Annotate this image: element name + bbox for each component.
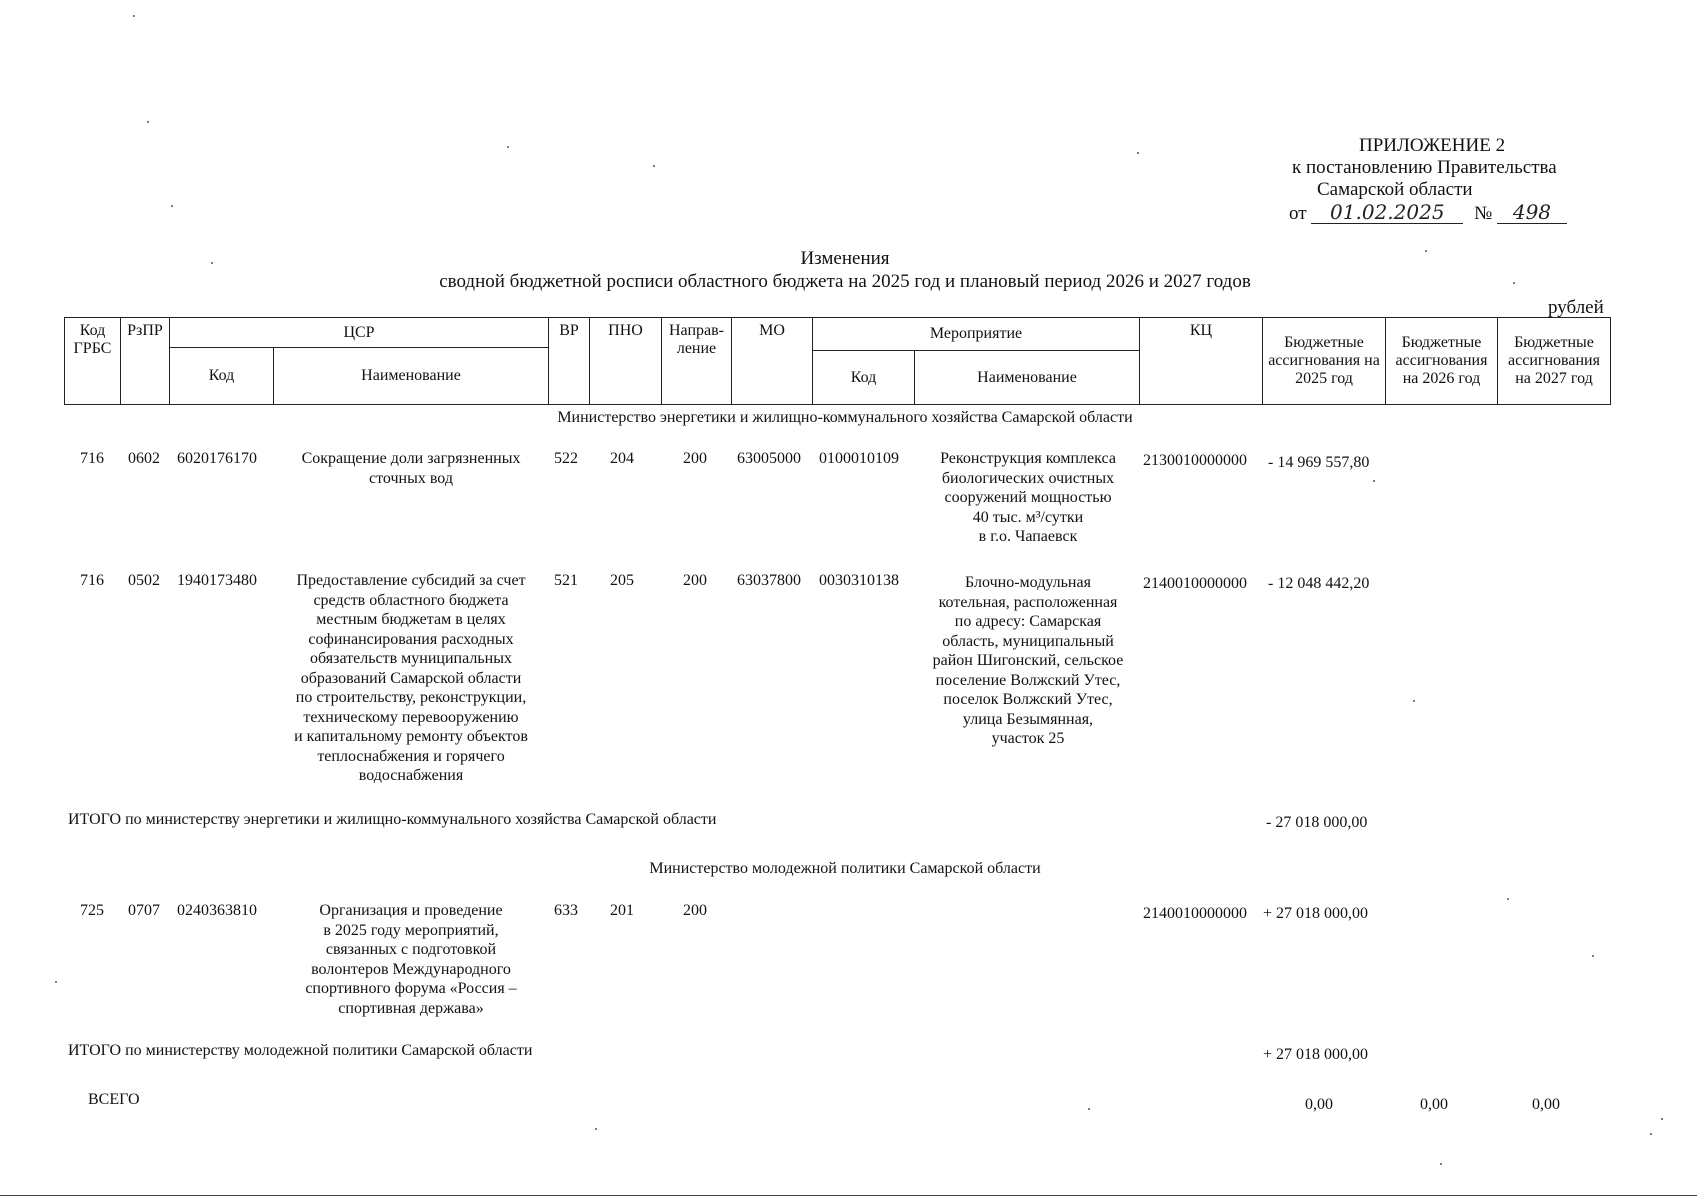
grand-total-2027: 0,00 [1532,1096,1560,1113]
cell-event-name [918,573,1138,749]
name-line: Организация и проведение [319,902,503,919]
grand-total-2025: 0,00 [1305,1096,1333,1113]
name-line: средств областного бюджета [313,591,509,609]
header-2026: Бюджетные ассигнования на 2026 год [1385,317,1498,405]
header-csr: ЦСР [169,317,549,348]
cell-pno: 205 [610,572,634,589]
header-vr: ВР [548,317,590,405]
name-line: спортивная держава» [338,999,484,1017]
name-line: техническому перевооружению [303,708,519,726]
cell-pno: 204 [610,450,634,467]
name-line: теплоснабжения и горячего [317,747,505,765]
name-line: обязательств муниципальных [310,650,512,667]
name-line: местным бюджетам в целях [316,611,506,628]
scan-speck [1650,1133,1652,1135]
cell-csr-name [278,571,544,786]
scan-speck [653,165,655,167]
section-title-energy: Министерство энергетики и жилищно-коммунального хозяйства Самарской области [557,409,1133,426]
event-line: сооружений мощностью [944,489,1112,506]
total-label-energy: ИТОГО по министерству энергетики и жилищно-коммунального хозяйства Самарской области [68,811,717,828]
name-line: Предоставление субсидий за счет [296,572,526,589]
event-line: поселение Волжский Утес, [935,671,1121,689]
document-title [200,247,1490,293]
event-line: улица Безымянная, [962,710,1094,728]
event-line: область, муниципальный [942,632,1114,650]
header-event-code: Код [812,350,915,405]
name-line: по строительству, реконструкции, [295,689,527,706]
cell-napr: 200 [683,572,707,589]
scan-speck [171,205,173,207]
cell-2025: - 14 969 557,80 [1268,454,1370,471]
scan-speck [55,981,57,983]
cell-vr: 521 [554,572,578,589]
scan-speck [1088,1108,1090,1110]
cell-grbs: 725 [80,902,104,919]
scan-speck [1661,1118,1663,1120]
cell-pno: 201 [610,902,634,919]
number-prefix: № [1474,203,1493,224]
cell-event-code: 0030310138 [819,572,899,589]
name-line: сточных вод [369,469,453,487]
header-grbs: Код ГРБС [64,317,121,405]
name-line: софинансирования расходных [308,630,514,648]
header-2025: Бюджетные ассигнования на 2025 год [1262,317,1386,405]
event-line: Блочно-модульная [965,574,1091,591]
cell-kc: 2140010000000 [1143,575,1247,592]
scan-speck [1137,152,1139,154]
scan-speck [133,15,135,17]
scan-speck [595,1128,597,1130]
title-line2: сводной бюджетной росписи областного бюджета на 2025 год и плановый период 2026 и 2027 годов [439,271,1251,292]
name-line: Сокращение доли загрязненных [301,450,521,467]
cell-csr-code: 1940173480 [177,572,257,589]
cell-napr: 200 [683,902,707,919]
appendix-block [1265,135,1585,225]
cell-grbs: 716 [80,572,104,589]
cell-csr-code: 6020176170 [177,450,257,467]
header-csr-name: Наименование [273,347,549,405]
cell-napr: 200 [683,450,707,467]
event-line: 40 тыс. м³/сутки [972,508,1084,526]
scan-speck [1440,1163,1442,1165]
cell-kc: 2130010000000 [1143,452,1247,469]
cell-csr-name [278,901,544,1018]
header-event-name: Наименование [914,350,1140,405]
cell-grbs: 716 [80,450,104,467]
cell-rzpr: 0502 [128,572,160,589]
header-mo: МО [731,317,813,405]
grand-total-label: ВСЕГО [88,1091,140,1108]
scan-speck [1373,480,1375,482]
scan-speck [1425,250,1427,252]
scan-speck [211,262,213,264]
name-line: волонтеров Международного [311,960,511,978]
header-pno: ПНО [589,317,662,405]
event-line: поселок Волжский Утес, [943,691,1113,708]
scan-speck [1413,700,1415,702]
name-line: связанных с подготовкой [325,941,497,958]
cell-mo: 63037800 [737,572,801,589]
event-line: котельная, расположенная [938,593,1118,611]
cell-kc: 2140010000000 [1143,905,1247,922]
header-csr-code: Код [169,347,274,405]
scan-edge-line [0,1195,1697,1196]
cell-rzpr: 0707 [128,902,160,919]
header-rzpr: РзПР [120,317,170,405]
handwritten-date: 01.02.2025 [1311,201,1463,224]
cell-csr-code: 0240363810 [177,902,257,919]
event-line: район Шигонский, сельское [932,652,1124,669]
event-line: по адресу: Самарская [954,613,1102,630]
name-line: и капитальному ремонту объектов [294,728,528,745]
appendix-line1: к постановлению Правительства [1292,157,1557,178]
name-line: в 2025 году мероприятий, [323,921,499,939]
scan-speck [1507,898,1509,900]
event-line: в г.о. Чапаевск [978,528,1078,545]
title-line1: Изменения [800,248,890,269]
cell-2025: + 27 018 000,00 [1263,905,1369,922]
name-line: водоснабжения [358,767,464,784]
appendix-date-line [1265,201,1585,225]
appendix-title: ПРИЛОЖЕНИЕ 2 [1359,135,1506,156]
section-title-youth: Министерство молодежной политики Самарской области [649,860,1041,877]
header-2027: Бюджетные ассигнования на 2027 год [1497,317,1611,405]
header-napr: Направ-ление [661,317,732,405]
cell-rzpr: 0602 [128,450,160,467]
currency-unit: рублей [1548,297,1604,318]
name-line: образований Самарской области [300,669,522,687]
date-prefix: от [1289,203,1307,224]
event-line: участок 25 [991,730,1065,747]
cell-csr-name [278,449,544,488]
name-line: спортивного форума «Россия – [305,980,517,997]
scan-speck [147,121,149,123]
event-line: Реконструкция комплекса [940,450,1116,467]
cell-vr: 522 [554,450,578,467]
cell-mo: 63005000 [737,450,801,467]
cell-event-code: 0100010109 [819,450,899,467]
cell-event-name [918,449,1138,547]
total-value-energy: - 27 018 000,00 [1266,814,1368,831]
appendix-line2: Самарской области [1317,179,1473,200]
scan-speck [1592,955,1594,957]
cell-vr: 633 [554,902,578,919]
header-kc: КЦ [1139,317,1263,405]
cell-2025: - 12 048 442,20 [1268,575,1370,592]
handwritten-number: 498 [1497,201,1567,224]
grand-total-2026: 0,00 [1420,1096,1448,1113]
total-value-youth: + 27 018 000,00 [1263,1046,1369,1063]
total-label-youth: ИТОГО по министерству молодежной политики Самарской области [68,1042,533,1059]
scan-speck [1513,282,1515,284]
scan-speck [507,146,509,148]
event-line: биологических очистных [941,469,1115,487]
header-event: Мероприятие [812,317,1140,351]
